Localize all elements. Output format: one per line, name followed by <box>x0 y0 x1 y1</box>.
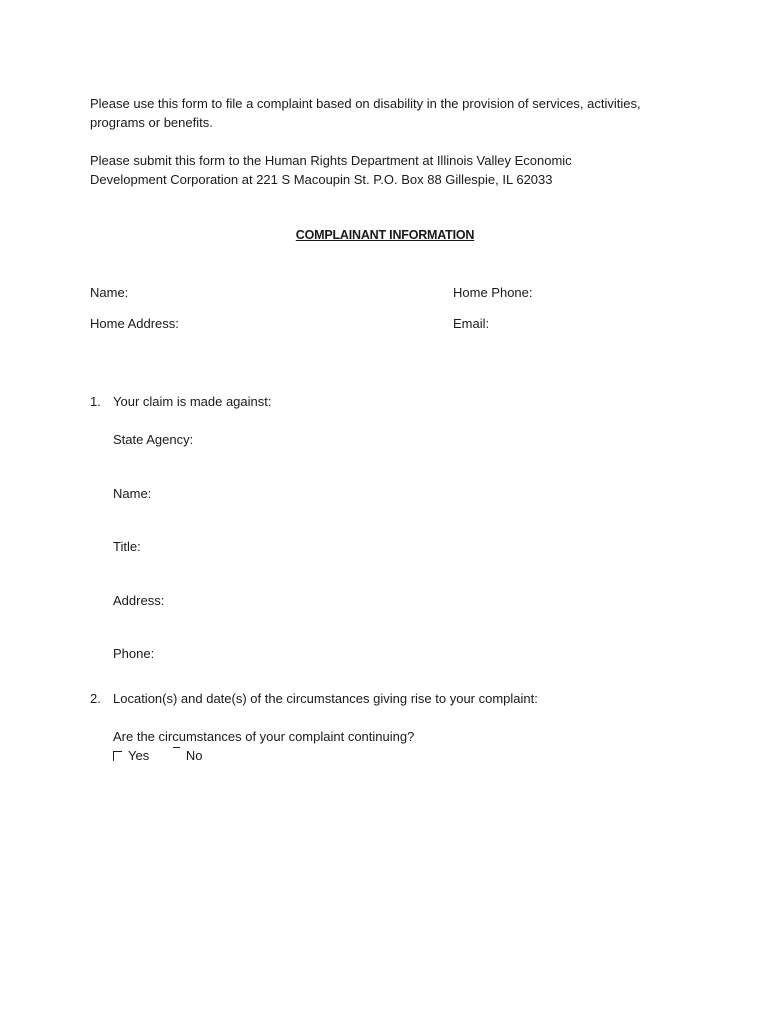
checkbox-icon[interactable] <box>173 747 180 756</box>
question-1-number: 1. <box>90 394 101 409</box>
no-option[interactable] <box>173 747 203 763</box>
respondent-phone-label: Phone: <box>113 646 155 661</box>
continuing-question: Are the circumstances of your complaint continuing? <box>113 729 415 744</box>
question-2-text: Location(s) and date(s) of the circumstances giving rise to your complaint: <box>113 691 538 706</box>
continuing-options <box>113 747 202 763</box>
checkbox-icon[interactable] <box>113 751 122 761</box>
yes-label: Yes <box>128 748 150 763</box>
intro-line: programs or benefits. <box>90 115 213 130</box>
home-phone-label: Home Phone: <box>453 285 533 300</box>
intro-paragraph-1 <box>90 94 710 132</box>
respondent-name-label: Name: <box>113 486 152 501</box>
intro-line: Please submit this form to the Human Rights Department at Illinois Valley Economic <box>90 153 572 168</box>
state-agency-label: State Agency: <box>113 432 194 447</box>
intro-line: Development Corporation at 221 S Macoupin St. P.O. Box 88 Gillespie, IL 62033 <box>90 172 553 187</box>
respondent-title-label: Title: <box>113 539 141 554</box>
yes-option[interactable] <box>113 748 149 763</box>
email-label: Email: <box>453 316 490 331</box>
intro-paragraph-2 <box>90 151 710 189</box>
question-1-text: Your claim is made against: <box>113 394 272 409</box>
respondent-address-label: Address: <box>113 593 165 608</box>
home-address-label: Home Address: <box>90 316 179 331</box>
intro-line: Please use this form to file a complaint based on disability in the provision of services, activities, <box>90 96 641 111</box>
no-label: No <box>185 748 203 763</box>
name-label: Name: <box>90 285 129 300</box>
section-heading: COMPLAINANT INFORMATION <box>295 228 475 242</box>
question-2-number: 2. <box>90 691 101 706</box>
